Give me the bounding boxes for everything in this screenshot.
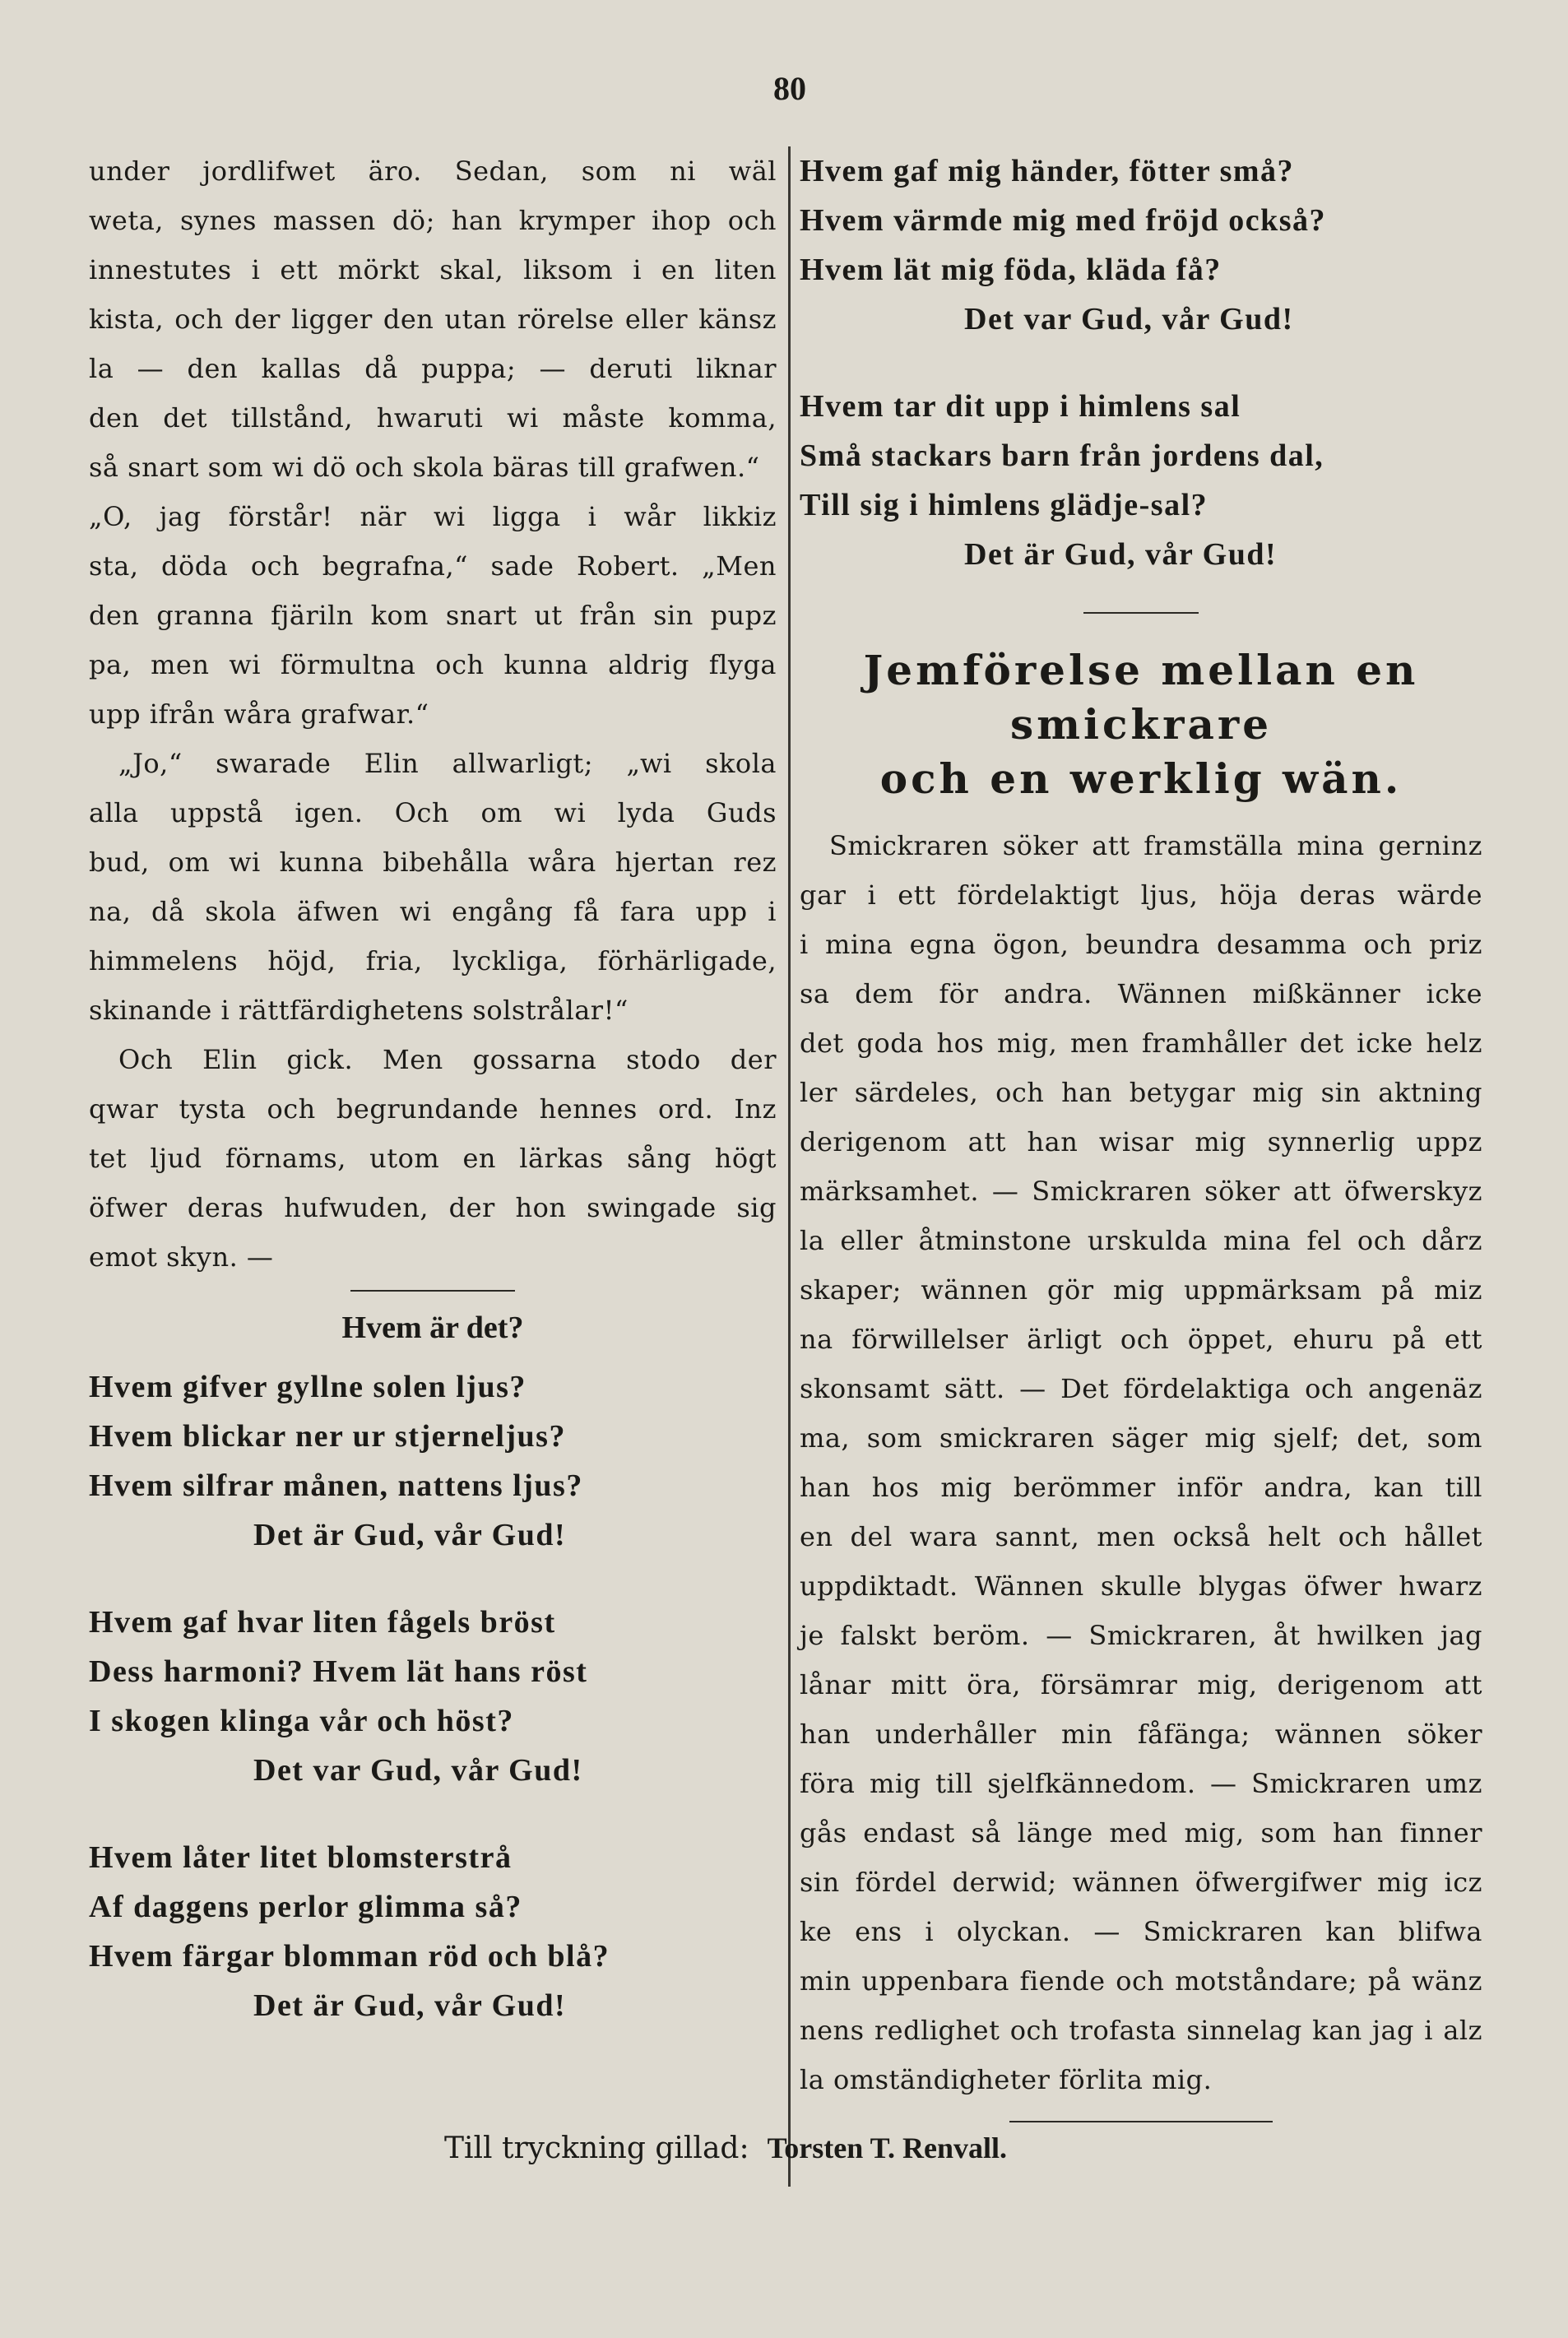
text-line: na, då skola äfwen wi engång få fara upp i [89,896,777,927]
text-line: sta, döda och begrafna,“ sade Robert. „Men [89,550,777,582]
text-line: lånar mitt öra, försämrar mig, derigenom att [800,1669,1482,1700]
right-column [800,146,1482,2122]
text-line: i mina egna ögon, beundra desamma och priz [800,929,1482,960]
text-line: skaper; wännen gör mig uppmärksam på miz [800,1274,1482,1306]
section-divider [1009,2121,1273,2122]
poem-refrain: Det är Gud, vår Gud! [253,1988,567,2023]
text-line: himmelens höjd, fria, lyckliga, förhärligade, [89,945,777,976]
essay-title [800,643,1482,806]
text-line: emot skyn. — [89,1241,274,1273]
text-line: qwar tysta och begrundande hennes ord. Inz [89,1093,777,1125]
poem-stanza [800,146,1482,344]
poem-stanza [89,1598,777,1795]
poem-stanza [89,1362,777,1560]
poem-line: Hvem silfrar månen, nattens ljus? [89,1468,583,1503]
story-continuation [89,146,777,1282]
text-line: det goda hos mig, men framhåller det icke helz [800,1028,1482,1059]
text-line: han hos mig berömmer inför andra, kan till [800,1472,1482,1503]
text-line: ma, som smickraren säger mig sjelf; det, som [800,1422,1482,1454]
text-line: ler särdeles, och han betygar mig sin aktning [800,1077,1482,1108]
text-line: sin fördel derwid; wännen öfwergifwer mig icz [800,1867,1482,1898]
poem-title: Hvem är det? [341,1310,524,1345]
poem-line: Hvem tar dit upp i himlens sal [800,389,1241,424]
text-line: Smickraren söker att framställa mina gerninz [829,830,1482,861]
imprint-label: Till tryckning gillad: [444,2132,749,2165]
essay-body [800,821,1482,2104]
poem-stanza [800,382,1482,579]
essay-title-line: Jemförelse mellan en smickrare [863,646,1419,749]
text-line: bud, om wi kunna bibehålla wåra hjertan rez [89,847,777,878]
text-line: sa dem för andra. Wännen mißkänner icke [800,978,1482,1009]
text-line: ke ens i olyckan. — Smickraren kan blifwa [800,1916,1482,1947]
poem-line: Hvem gaf mig händer, fötter små? [800,154,1295,188]
text-line: han underhåller min fåfänga; wännen söker [800,1719,1482,1750]
text-line: öfwer deras hufwuden, der hon swingade sig [89,1192,777,1223]
text-line: nens redlighet och trofasta sinnelag kan jag i alz [800,2015,1482,2046]
poem-refrain: Det var Gud, vår Gud! [964,302,1294,336]
poem-line: Till sig i himlens glädje-sal? [800,488,1208,522]
text-line: tet ljud förnams, utom en lärkas sång högt [89,1143,777,1174]
poem-line: Af daggens perlor glimma så? [89,1890,522,1924]
text-line: kista, och der ligger den utan rörelse eller känsz [89,304,777,335]
text-line: weta, synes massen dö; han krymper ihop och [89,205,777,236]
text-line: gås endast så länge med mig, som han finner [800,1817,1482,1849]
text-line: den granna fjäriln kom snart ut från sin pupz [89,600,777,631]
text-line: la omständigheter förlita mig. [800,2064,1213,2095]
text-line: skinande i rättfärdighetens solstrålar!“ [89,995,629,1026]
text-line: alla uppstå igen. Och om wi lyda Guds [89,797,777,828]
text-line: la — den kallas då puppa; — deruti liknar [89,353,777,384]
imprint-line [444,2131,1007,2165]
text-line: „O, jag förstår! när wi ligga i wår likkiz [89,501,777,532]
text-line: je falskt beröm. — Smickraren, åt hwilken jag [800,1620,1482,1651]
text-line: så snart som wi dö och skola bäras till grafwen.“ [89,452,760,483]
poem-line: Hvem värmde mig med fröjd också? [800,203,1327,238]
text-line: den det tillstånd, hwaruti wi måste komma, [89,402,777,434]
text-line: gar i ett fördelaktigt ljus, höja deras wärde [800,879,1482,911]
poem-hvem-ar-det [89,1362,777,2030]
text-line: uppdiktadt. Wännen skulle blygas öfwer hwarz [800,1570,1482,1602]
poem-refrain: Det var Gud, vår Gud! [253,1753,583,1788]
text-line: min uppenbara fiende och motståndare; på wänz [800,1965,1482,1997]
poem-line: Hvem lät mig föda, kläda få? [800,253,1222,287]
poem-continuation [800,146,1482,579]
poem-line: Hvem färgar blomman röd och blå? [89,1939,610,1974]
text-line: pa, men wi förmultna och kunna aldrig flyga [89,649,777,680]
text-line: skonsamt sätt. — Det fördelaktiga och angenäz [800,1373,1482,1404]
section-divider [1083,612,1199,614]
text-line: upp ifrån wåra grafwar.“ [89,698,429,730]
page-number: 80 [773,70,806,107]
poem-line: Hvem gaf hvar liten fågels bröst [89,1605,556,1640]
section-divider [350,1290,515,1292]
text-line: la eller åtminstone urskulda mina fel och dårz [800,1225,1482,1256]
poem-line: Hvem blickar ner ur stjerneljus? [89,1419,566,1454]
text-line: märksamhet. — Smickraren söker att öfwerskyz [800,1176,1482,1207]
text-line: derigenom att han wisar mig synnerlig uppz [800,1126,1482,1157]
text-line: en del wara sannt, men också helt och hållet [800,1521,1482,1552]
poem-line: Hvem låter litet blomsterstrå [89,1840,513,1875]
text-line: Och Elin gick. Men gossarna stodo der [118,1044,777,1075]
text-line: föra mig till sjelfkännedom. — Smickraren umz [800,1768,1482,1799]
poem-line: Hvem gifver gyllne solen ljus? [89,1370,527,1404]
poem-line: Dess harmoni? Hvem lät hans röst [89,1654,588,1689]
censor-name: Torsten T. Renvall. [767,2132,1007,2164]
poem-refrain: Det är Gud, vår Gud! [253,1518,567,1552]
text-line: innestutes i ett mörkt skal, liksom i en liten [89,254,777,285]
poem-refrain: Det är Gud, vår Gud! [964,537,1278,572]
poem-line: I skogen klinga vår och höst? [89,1704,514,1738]
column-divider [788,146,791,2187]
essay-title-line: och en werklig wän. [879,754,1403,803]
text-line: under jordlifwet äro. Sedan, som ni wäl [89,155,777,187]
poem-line: Små stackars barn från jordens dal, [800,438,1324,473]
left-column [89,146,777,2068]
text-line: „Jo,“ swarade Elin allwarligt; „wi skola [118,748,777,779]
poem-stanza [89,1833,777,2030]
text-line: na förwillelser ärligt och öppet, ehuru på ett [800,1324,1482,1355]
